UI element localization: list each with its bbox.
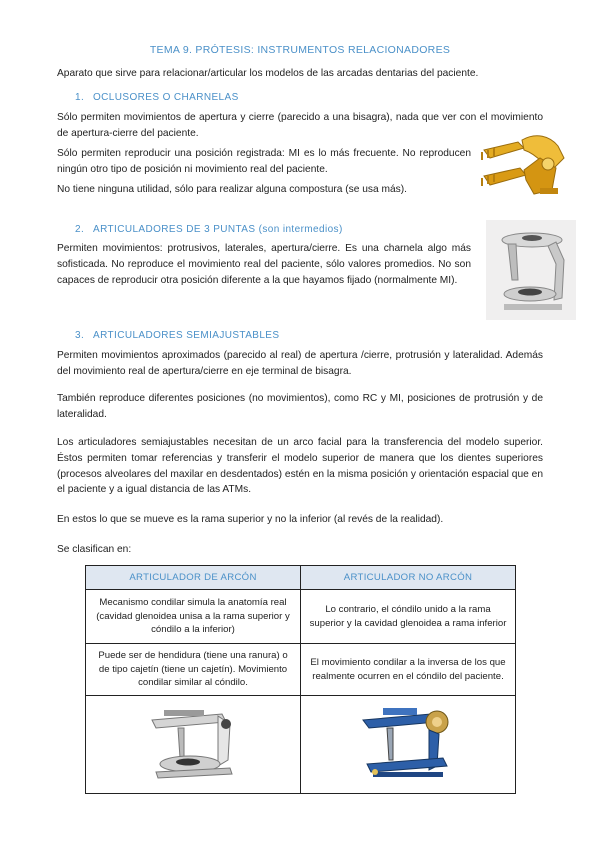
section-1-paragraph-2: Sólo permiten reproducir una posición registrada: MI es lo más frecuente. No reproducen ningún otro tipo de posición ni movimiento real del paciente. (57, 148, 471, 175)
table-header-arcon: ARTICULADOR DE ARCÓN (86, 566, 301, 590)
section-3-paragraph-2: También reproduce diferentes posiciones (no movimientos), como RC y MI, posiciones de protrusión y de lateralidad. (57, 393, 543, 420)
occluder-image (478, 128, 570, 200)
section-2-title: ARTICULADORES DE 3 PUNTAS (son intermedios) (93, 224, 343, 235)
table-cell: Mecanismo condilar simula la anatomía real (cavidad glenoidea unisa a la rama superior y cóndilo a la inferior) (86, 590, 301, 644)
section-2-number: 2. (75, 224, 85, 235)
table-row (86, 590, 516, 644)
table-row (86, 644, 516, 696)
three-point-articulator-image (486, 220, 576, 320)
table-cell: Puede ser de hendidura (tiene una ranura) o de tipo cajetín (tiene un cajetín). Movimiento condilar similar al cóndilo. (86, 644, 301, 696)
table-header-no-arcon: ARTICULADOR NO ARCÓN (301, 566, 516, 590)
table-header-row (86, 566, 516, 590)
table-image-row (86, 696, 516, 794)
section-2-heading (75, 222, 343, 238)
section-3-number: 3. (75, 330, 85, 341)
table-cell: El movimiento condilar a la inversa de los que realmente ocurren en el cóndilo del paciente. (301, 644, 516, 696)
no-arcon-articulator-image (353, 700, 463, 784)
table-cell: Lo contrario, el cóndilo unido a la rama superior y la cavidad glenoidea a rama inferior (301, 590, 516, 644)
articulator-comparison-table (85, 565, 516, 794)
section-1-heading (75, 90, 239, 106)
section-1-paragraph-1: Sólo permiten movimientos de apertura y cierre (parecido a una bisagra), nada que ver con el movimiento de apertura-cierre del paciente. (57, 112, 543, 139)
section-3-paragraph-3: Los articuladores semiajustables necesitan de un arco facial para la transferencia del modelo superior. Éstos permiten tomar referencias y transferir el modelo superior de manera que los dientes superiores (procesos alveolares del maxilar en desdentados) estén en la misma posición y orientación espacial que en el paciente y a igual distancia de las ATMs. (57, 437, 543, 496)
page-title: TEMA 9. PRÓTESIS: INSTRUMENTOS RELACIONADORES (149, 44, 451, 56)
section-2-paragraph-1: Permiten movimientos: protrusivos, laterales, apertura/cierre. Es una charnela algo más sofisticada. No reproduce el movimiento real del paciente, sólo valores promedios. No son capaces de reproducir otra posición diferente a la que hayamos fijado (normalmente MI). (57, 243, 471, 286)
section-3-paragraph-5: Se clasifican en: (57, 544, 132, 555)
section-3-paragraph-4: En estos lo que se mueve es la rama superior y no la inferior (al revés de la realidad). (57, 514, 444, 525)
arcon-articulator-image-cell (86, 696, 301, 794)
section-3-title: ARTICULADORES SEMIAJUSTABLES (93, 330, 280, 341)
arcon-articulator-image (138, 702, 248, 782)
section-1-number: 1. (75, 92, 85, 103)
no-arcon-articulator-image-cell (301, 696, 516, 794)
section-3-heading (75, 328, 279, 344)
section-3-paragraph-1: Permiten movimientos aproximados (parecido al real) de apertura /cierre, protrusión y lateralidad. Además del movimiento real de apertura/cierre en eje terminal de bisagra. (57, 350, 543, 377)
section-1-title: OCLUSORES O CHARNELAS (93, 92, 239, 103)
intro-paragraph: Aparato que sirve para relacionar/articular los modelos de las arcadas dentarias del paciente. (57, 68, 479, 79)
section-1-paragraph-3: No tiene ninguna utilidad, sólo para realizar alguna compostura (se usa más). (57, 184, 407, 195)
